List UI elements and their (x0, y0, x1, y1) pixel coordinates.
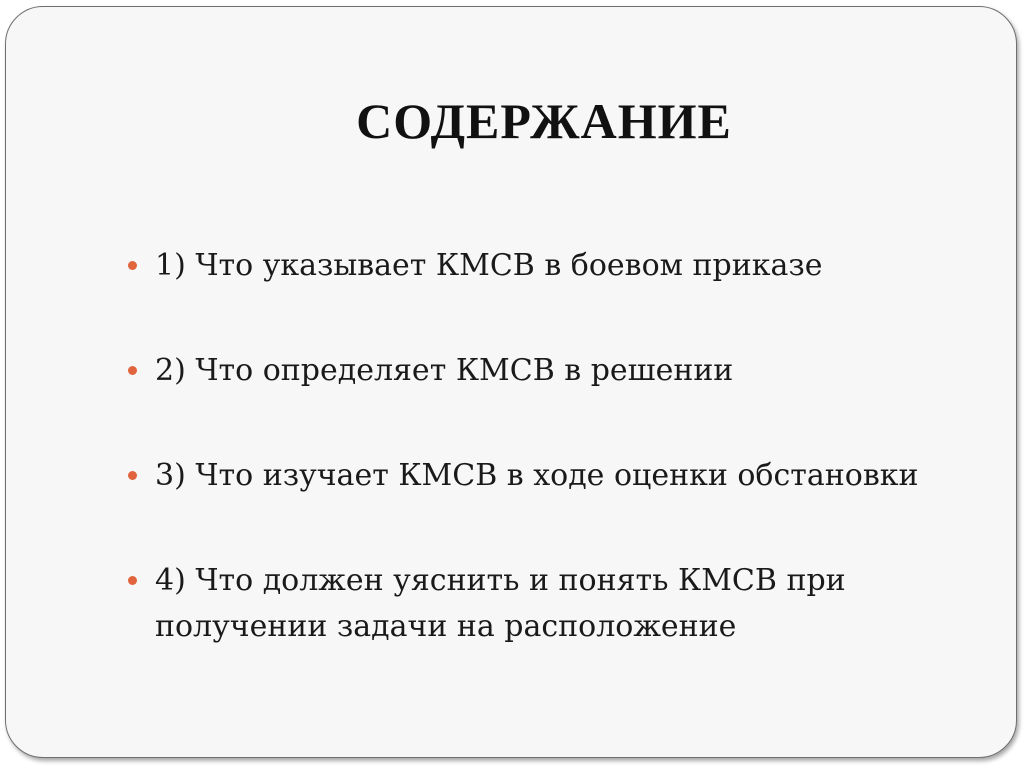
list-item-text: 3) Что изучает КМСВ в ходе оценки обстановки (155, 458, 919, 493)
bullet-dot-icon (128, 366, 137, 375)
bullet-dot-icon (128, 261, 137, 270)
slide-frame (5, 6, 1017, 758)
list-item (124, 453, 984, 499)
list-item-text: 2) Что определяет КМСВ в решении (155, 353, 734, 388)
contents-list (124, 243, 984, 650)
bullet-dot-icon (128, 576, 137, 585)
list-item (124, 243, 984, 289)
list-item (124, 348, 984, 394)
bullet-dot-icon (128, 471, 137, 480)
list-item-text: 4) Что должен уяснить и понять КМСВ при получении задачи на расположение (155, 563, 846, 644)
slide-title: СОДЕРЖАНИЕ (356, 93, 732, 149)
list-item (124, 558, 984, 650)
list-item-text: 1) Что указывает КМСВ в боевом приказе (155, 248, 823, 283)
